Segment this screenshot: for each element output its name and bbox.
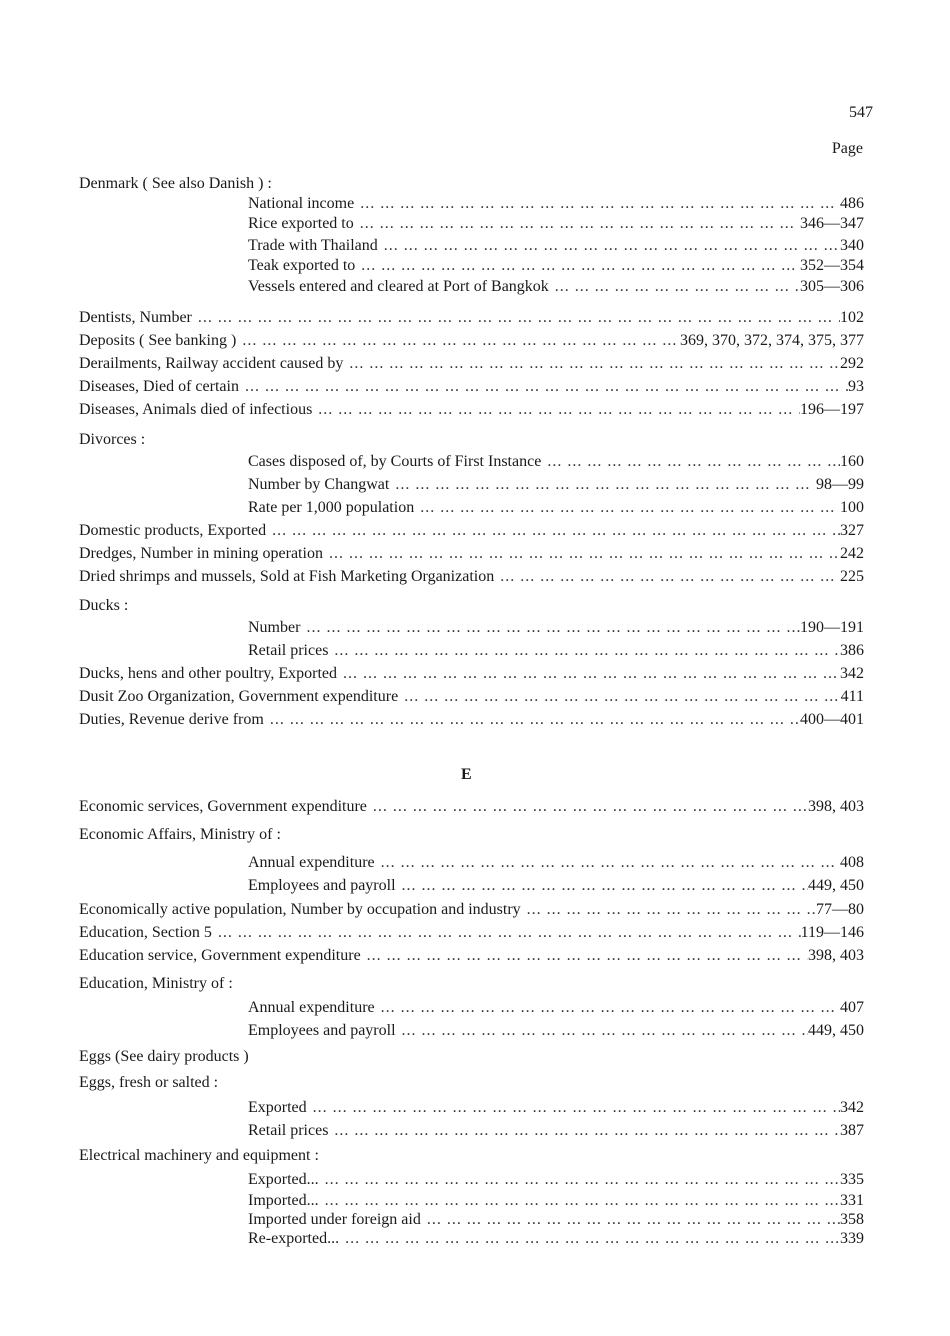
entry-label: Rice exported to [248, 215, 354, 232]
entry-page: 358 [840, 1211, 864, 1228]
leader-dots [549, 277, 800, 297]
entry-page: 196—197 [800, 401, 864, 418]
entry-page: 411 [840, 688, 864, 705]
entry-label: Annual expenditure [248, 999, 375, 1016]
entry-label: Number [248, 619, 301, 636]
index-entry [79, 946, 864, 966]
leader-dots [355, 256, 800, 276]
leader-dots [367, 797, 808, 817]
leader-dots [389, 475, 816, 495]
entry-label: Employees and payroll [248, 877, 396, 894]
entry-label: Trade with Thailand [248, 237, 378, 254]
index-entry [79, 923, 864, 943]
leader-dots [375, 853, 840, 873]
leader-dots [328, 641, 840, 661]
entry-label: Cases disposed of, by Courts of First Instance [248, 453, 542, 470]
leader-dots [212, 923, 801, 943]
index-entry [79, 900, 864, 920]
entry-label: Economic services, Government expenditure [79, 798, 367, 815]
index-entry [248, 1021, 864, 1041]
entry-page: 408 [840, 854, 864, 871]
index-entry [248, 475, 864, 495]
index-entry [248, 452, 864, 472]
entry-page: 407 [840, 999, 864, 1016]
leader-dots [323, 544, 840, 564]
index-entry [248, 1191, 864, 1211]
index-heading: Denmark ( See also Danish ) : [79, 175, 272, 192]
entry-label: Duties, Revenue derive from [79, 711, 264, 728]
entry-label: Imported under foreign aid [248, 1211, 421, 1228]
index-entry [79, 797, 864, 817]
leader-dots [521, 900, 816, 920]
entry-page: 340 [840, 237, 864, 254]
entry-page: 292 [840, 355, 864, 372]
index-entry [248, 277, 864, 297]
leader-dots [354, 214, 800, 234]
leader-dots [494, 567, 840, 587]
leader-dots [239, 377, 848, 397]
leader-dots [337, 664, 840, 684]
entry-page: 98—99 [816, 476, 864, 493]
entry-label: Retail prices [248, 642, 329, 659]
entry-label: Dried shrimps and mussels, Sold at Fish Marketing Organization [79, 568, 495, 585]
entry-page: 387 [840, 1122, 864, 1139]
entry-page: 242 [840, 545, 864, 562]
entry-page: 77—80 [816, 901, 864, 918]
entry-label: Imported... [248, 1192, 319, 1209]
leader-dots [396, 1021, 808, 1041]
index-heading: Education, Ministry of : [79, 975, 233, 992]
leader-dots [300, 618, 800, 638]
index-entry [248, 1210, 864, 1230]
section-letter: E [461, 766, 472, 783]
index-heading: Electrical machinery and equipment : [79, 1147, 319, 1164]
index-entry [248, 236, 864, 256]
entry-page: 327 [840, 522, 864, 539]
leader-dots [361, 946, 808, 966]
entry-label: National income [248, 195, 355, 212]
entry-label: Re-exported... [248, 1230, 340, 1247]
entry-label: Teak exported to [248, 257, 356, 274]
entry-page: 346—347 [800, 215, 864, 232]
leader-dots [378, 236, 840, 256]
leader-dots [541, 452, 840, 472]
leader-dots [319, 1191, 840, 1211]
index-entry [248, 853, 864, 873]
page-column-heading: Page [831, 140, 863, 157]
entry-page: 190—191 [800, 619, 864, 636]
index-entry [248, 618, 864, 638]
leader-dots [266, 521, 840, 541]
entry-label: Diseases, Died of certain [79, 378, 239, 395]
index-entry [79, 664, 864, 684]
entry-page: 339 [840, 1230, 864, 1247]
leader-dots [192, 308, 840, 328]
index-entry [248, 194, 864, 214]
index-entry [248, 998, 864, 1018]
index-entry [248, 256, 864, 276]
entry-label: Exported [248, 1099, 307, 1116]
entry-label: Education service, Government expenditure [79, 947, 361, 964]
leader-dots [375, 998, 840, 1018]
entry-page: 398, 403 [808, 947, 864, 964]
leader-dots [396, 876, 808, 896]
entry-page: 386 [840, 642, 864, 659]
entry-label: Annual expenditure [248, 854, 375, 871]
index-entry [248, 1098, 864, 1118]
entry-page: 102 [840, 309, 864, 326]
entry-label: Retail prices [248, 1122, 329, 1139]
leader-dots [354, 194, 840, 214]
entry-page: 342 [840, 665, 864, 682]
entry-label: Economically active population, Number by occupation and industry [79, 901, 521, 918]
entry-label: Domestic products, Exported [79, 522, 267, 539]
leader-dots [307, 1098, 840, 1118]
index-entry [248, 641, 864, 661]
index-entry [79, 567, 864, 587]
index-entry [248, 498, 864, 518]
entry-label: Ducks, hens and other poultry, Exported [79, 665, 338, 682]
leader-dots [312, 400, 800, 420]
entry-page: 369, 370, 372, 374, 375, 377 [680, 332, 864, 349]
index-entry [248, 1229, 864, 1249]
entry-page: 486 [840, 195, 864, 212]
leader-dots [398, 687, 840, 707]
index-entry [79, 331, 864, 351]
entry-page: 225 [840, 568, 864, 585]
entry-label: Rate per 1,000 population [248, 499, 415, 516]
leader-dots [339, 1229, 840, 1249]
entry-page: 331 [840, 1192, 864, 1209]
entry-page: 335 [840, 1171, 864, 1188]
entry-page: 398, 403 [808, 798, 864, 815]
entry-page: 100 [840, 499, 864, 516]
index-entry [79, 377, 864, 397]
index-entry [79, 354, 864, 374]
leader-dots [328, 1121, 840, 1141]
index-entry [79, 710, 864, 730]
index-entry [79, 400, 864, 420]
index-heading: Ducks : [79, 597, 129, 614]
index-heading: Economic Affairs, Ministry of : [79, 826, 281, 843]
leader-dots [421, 1210, 840, 1230]
entry-label: Dusit Zoo Organization, Government expenditure [79, 688, 399, 705]
index-entry [79, 687, 864, 707]
entry-label: Derailments, Railway accident caused by [79, 355, 344, 372]
leader-dots [343, 354, 840, 374]
leader-dots [236, 331, 680, 351]
entry-label: Dredges, Number in mining operation [79, 545, 323, 562]
entry-label: Education, Section 5 [79, 924, 212, 941]
entry-page: 93 [848, 378, 864, 395]
index-entry [248, 1121, 864, 1141]
entry-label: Exported... [248, 1171, 319, 1188]
entry-label: Number by Changwat [248, 476, 390, 493]
entry-page: 160 [840, 453, 864, 470]
index-heading: Divorces : [79, 431, 146, 448]
index-entry [79, 521, 864, 541]
index-entry [248, 214, 864, 234]
entry-label: Employees and payroll [248, 1022, 396, 1039]
entry-page: 449, 450 [808, 877, 864, 894]
entry-page: 400—401 [800, 711, 864, 728]
entry-label: Deposits ( See banking ) [79, 332, 237, 349]
entry-label: Dentists, Number [79, 309, 192, 326]
index-entry [248, 876, 864, 896]
entry-page: 449, 450 [808, 1022, 864, 1039]
entry-page: 342 [840, 1099, 864, 1116]
entry-page: 305—306 [800, 278, 864, 295]
index-heading: Eggs (See dairy products ) [79, 1048, 249, 1065]
index-heading: Eggs, fresh or salted : [79, 1074, 219, 1091]
page-number: 547 [849, 104, 873, 121]
entry-page: 119—146 [800, 924, 864, 941]
leader-dots [319, 1170, 840, 1190]
entry-label: Diseases, Animals died of infectious [79, 401, 313, 418]
leader-dots [414, 498, 840, 518]
index-entry [79, 308, 864, 328]
entry-label: Vessels entered and cleared at Port of Bangkok [248, 278, 549, 295]
index-entry [248, 1170, 864, 1190]
leader-dots [264, 710, 800, 730]
index-entry [79, 544, 864, 564]
entry-page: 352—354 [800, 257, 864, 274]
